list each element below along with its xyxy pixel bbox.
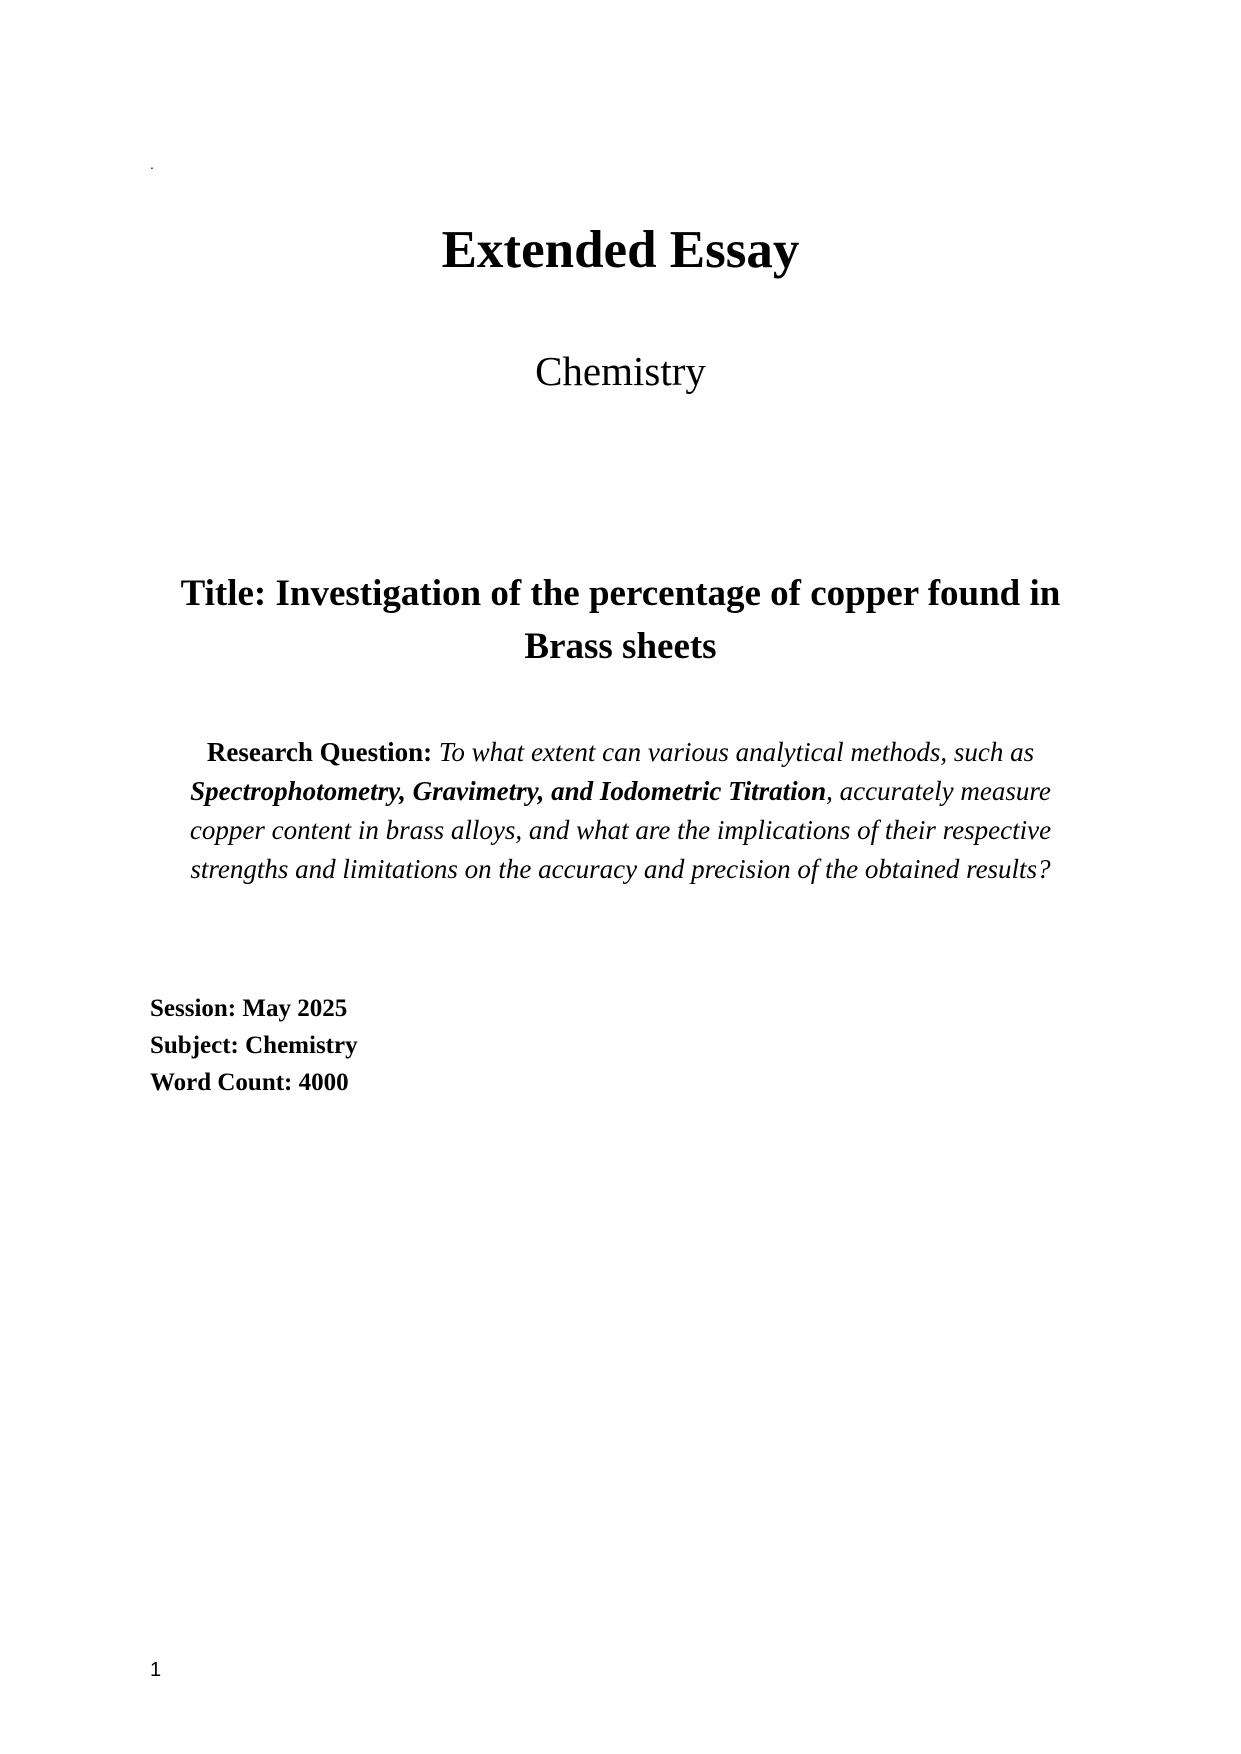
- research-question-rest: , accurately measure copper content in brass alloys, and what are the implications of their respective strengths and limitations on the accuracy and precision of the obtained results?: [189, 776, 1052, 884]
- session-line: Session: May 2025: [150, 995, 348, 1022]
- subject-line: Subject: Chemistry: [150, 1032, 358, 1059]
- essay-title: Title: Investigation of the percentage of copper found in Brass sheets: [180, 573, 1061, 667]
- research-question-intro: To what extent can various analytical methods, such as: [432, 737, 1035, 767]
- research-question: [150, 733, 1091, 889]
- leading-dot-mark: .: [150, 156, 154, 172]
- research-question-methods: Spectrophotometry, Gravimetry, and Iodometric Titration: [190, 776, 827, 806]
- page-number: 1: [150, 1659, 162, 1681]
- research-question-label: Research Question:: [206, 737, 433, 767]
- essay-metadata: [150, 990, 358, 1101]
- subject-heading: Chemistry: [535, 348, 706, 394]
- document-heading: Extended Essay: [441, 221, 800, 279]
- word-count-line: Word Count: 4000: [150, 1069, 349, 1096]
